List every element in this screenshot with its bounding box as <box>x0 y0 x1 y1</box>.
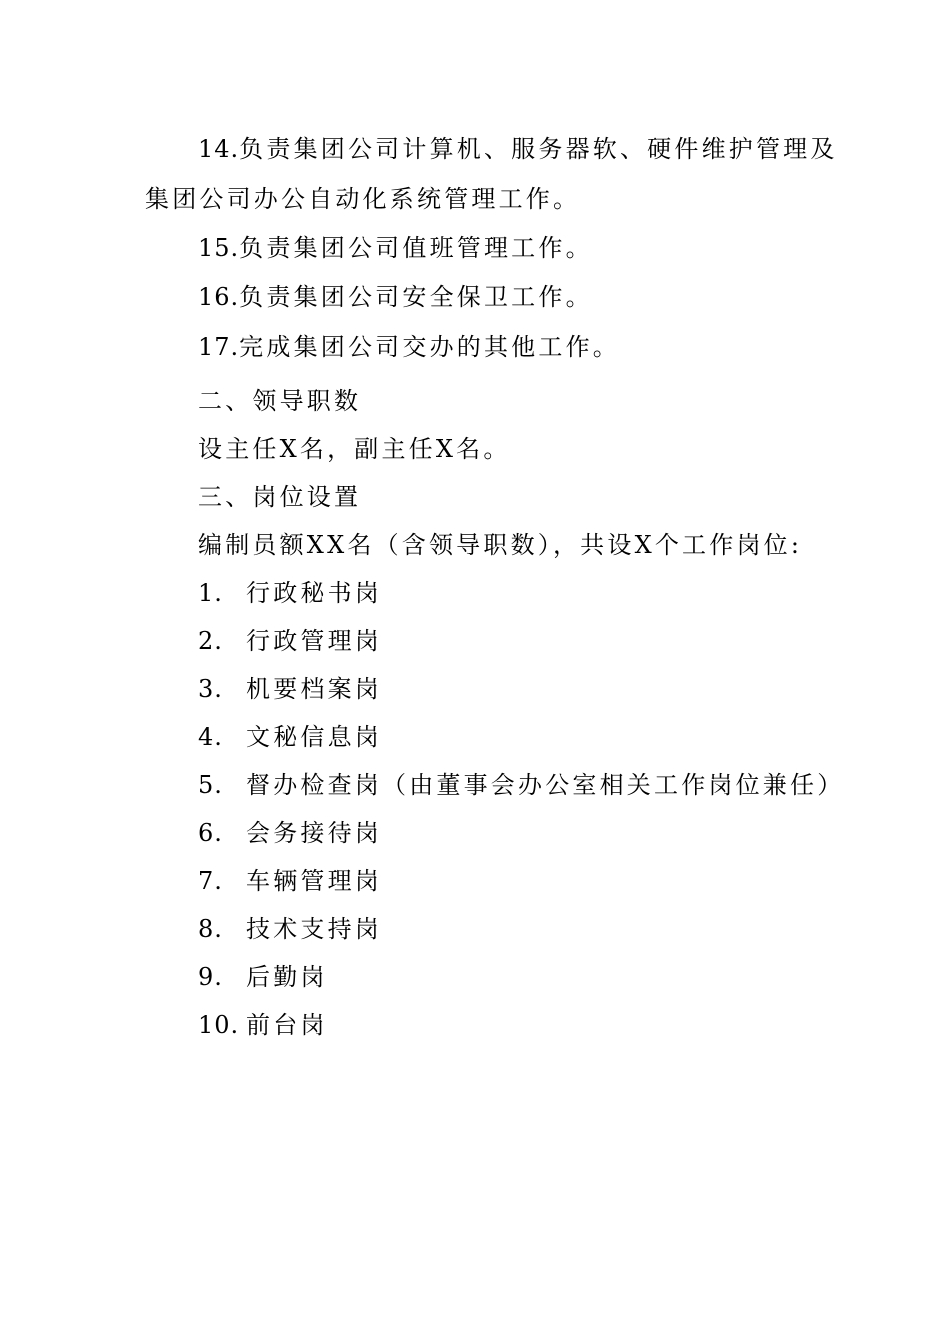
post-label: 督办检查岗（由董事会办公室相关工作岗位兼任） <box>246 771 845 799</box>
duty-15 <box>198 233 593 263</box>
post-number: 7. <box>198 867 223 895</box>
post-label: 后勤岗 <box>246 963 328 991</box>
post-number: 10. <box>198 1011 240 1039</box>
post-label: 文秘信息岗 <box>246 723 382 751</box>
post-item <box>198 866 382 896</box>
duty-14-line2 <box>145 184 580 214</box>
post-item <box>198 818 382 848</box>
post-item <box>198 674 382 704</box>
post-item <box>198 626 382 656</box>
post-number: 6. <box>198 819 223 847</box>
duty-14-number: 14. <box>198 135 240 163</box>
post-item <box>198 914 382 944</box>
post-label: 前台岗 <box>246 1011 328 1039</box>
post-label: 机要档案岗 <box>246 675 382 703</box>
post-item <box>198 962 328 992</box>
duty-15-text: 负责集团公司值班管理工作。 <box>239 234 593 262</box>
post-label: 行政管理岗 <box>246 627 382 655</box>
post-label: 行政秘书岗 <box>246 579 382 607</box>
post-number: 1. <box>198 579 223 607</box>
post-item <box>198 1010 328 1040</box>
section-2-body: 设主任X名，副主任X名。 <box>198 435 511 463</box>
post-number: 3. <box>198 675 223 703</box>
duty-16-number: 16. <box>198 283 240 311</box>
post-item <box>198 722 382 752</box>
duty-16 <box>198 282 593 312</box>
duty-14-line1 <box>198 134 838 164</box>
section-3-heading: 三、岗位设置 <box>198 483 362 511</box>
post-label: 会务接待岗 <box>246 819 382 847</box>
duty-15-number: 15. <box>198 234 240 262</box>
duty-17 <box>198 332 620 362</box>
duty-17-number: 17. <box>198 333 240 361</box>
post-label: 技术支持岗 <box>246 915 382 943</box>
duty-16-text: 负责集团公司安全保卫工作。 <box>239 283 593 311</box>
post-number: 2. <box>198 627 223 655</box>
post-number: 9. <box>198 963 223 991</box>
post-item <box>198 770 844 800</box>
duty-14-text-1: 负责集团公司计算机、服务器软、硬件维护管理及 <box>239 135 838 163</box>
post-item <box>198 578 382 608</box>
section-2-heading: 二、领导职数 <box>198 387 362 415</box>
duty-14-text-2: 集团公司办公自动化系统管理工作。 <box>145 185 581 213</box>
post-label: 车辆管理岗 <box>246 867 382 895</box>
post-number: 5. <box>198 771 223 799</box>
section-3-intro: 编制员额XX名（含领导职数），共设X个工作岗位: <box>198 531 803 559</box>
duty-17-text: 完成集团公司交办的其他工作。 <box>239 333 620 361</box>
post-number: 4. <box>198 723 223 751</box>
post-number: 8. <box>198 915 223 943</box>
